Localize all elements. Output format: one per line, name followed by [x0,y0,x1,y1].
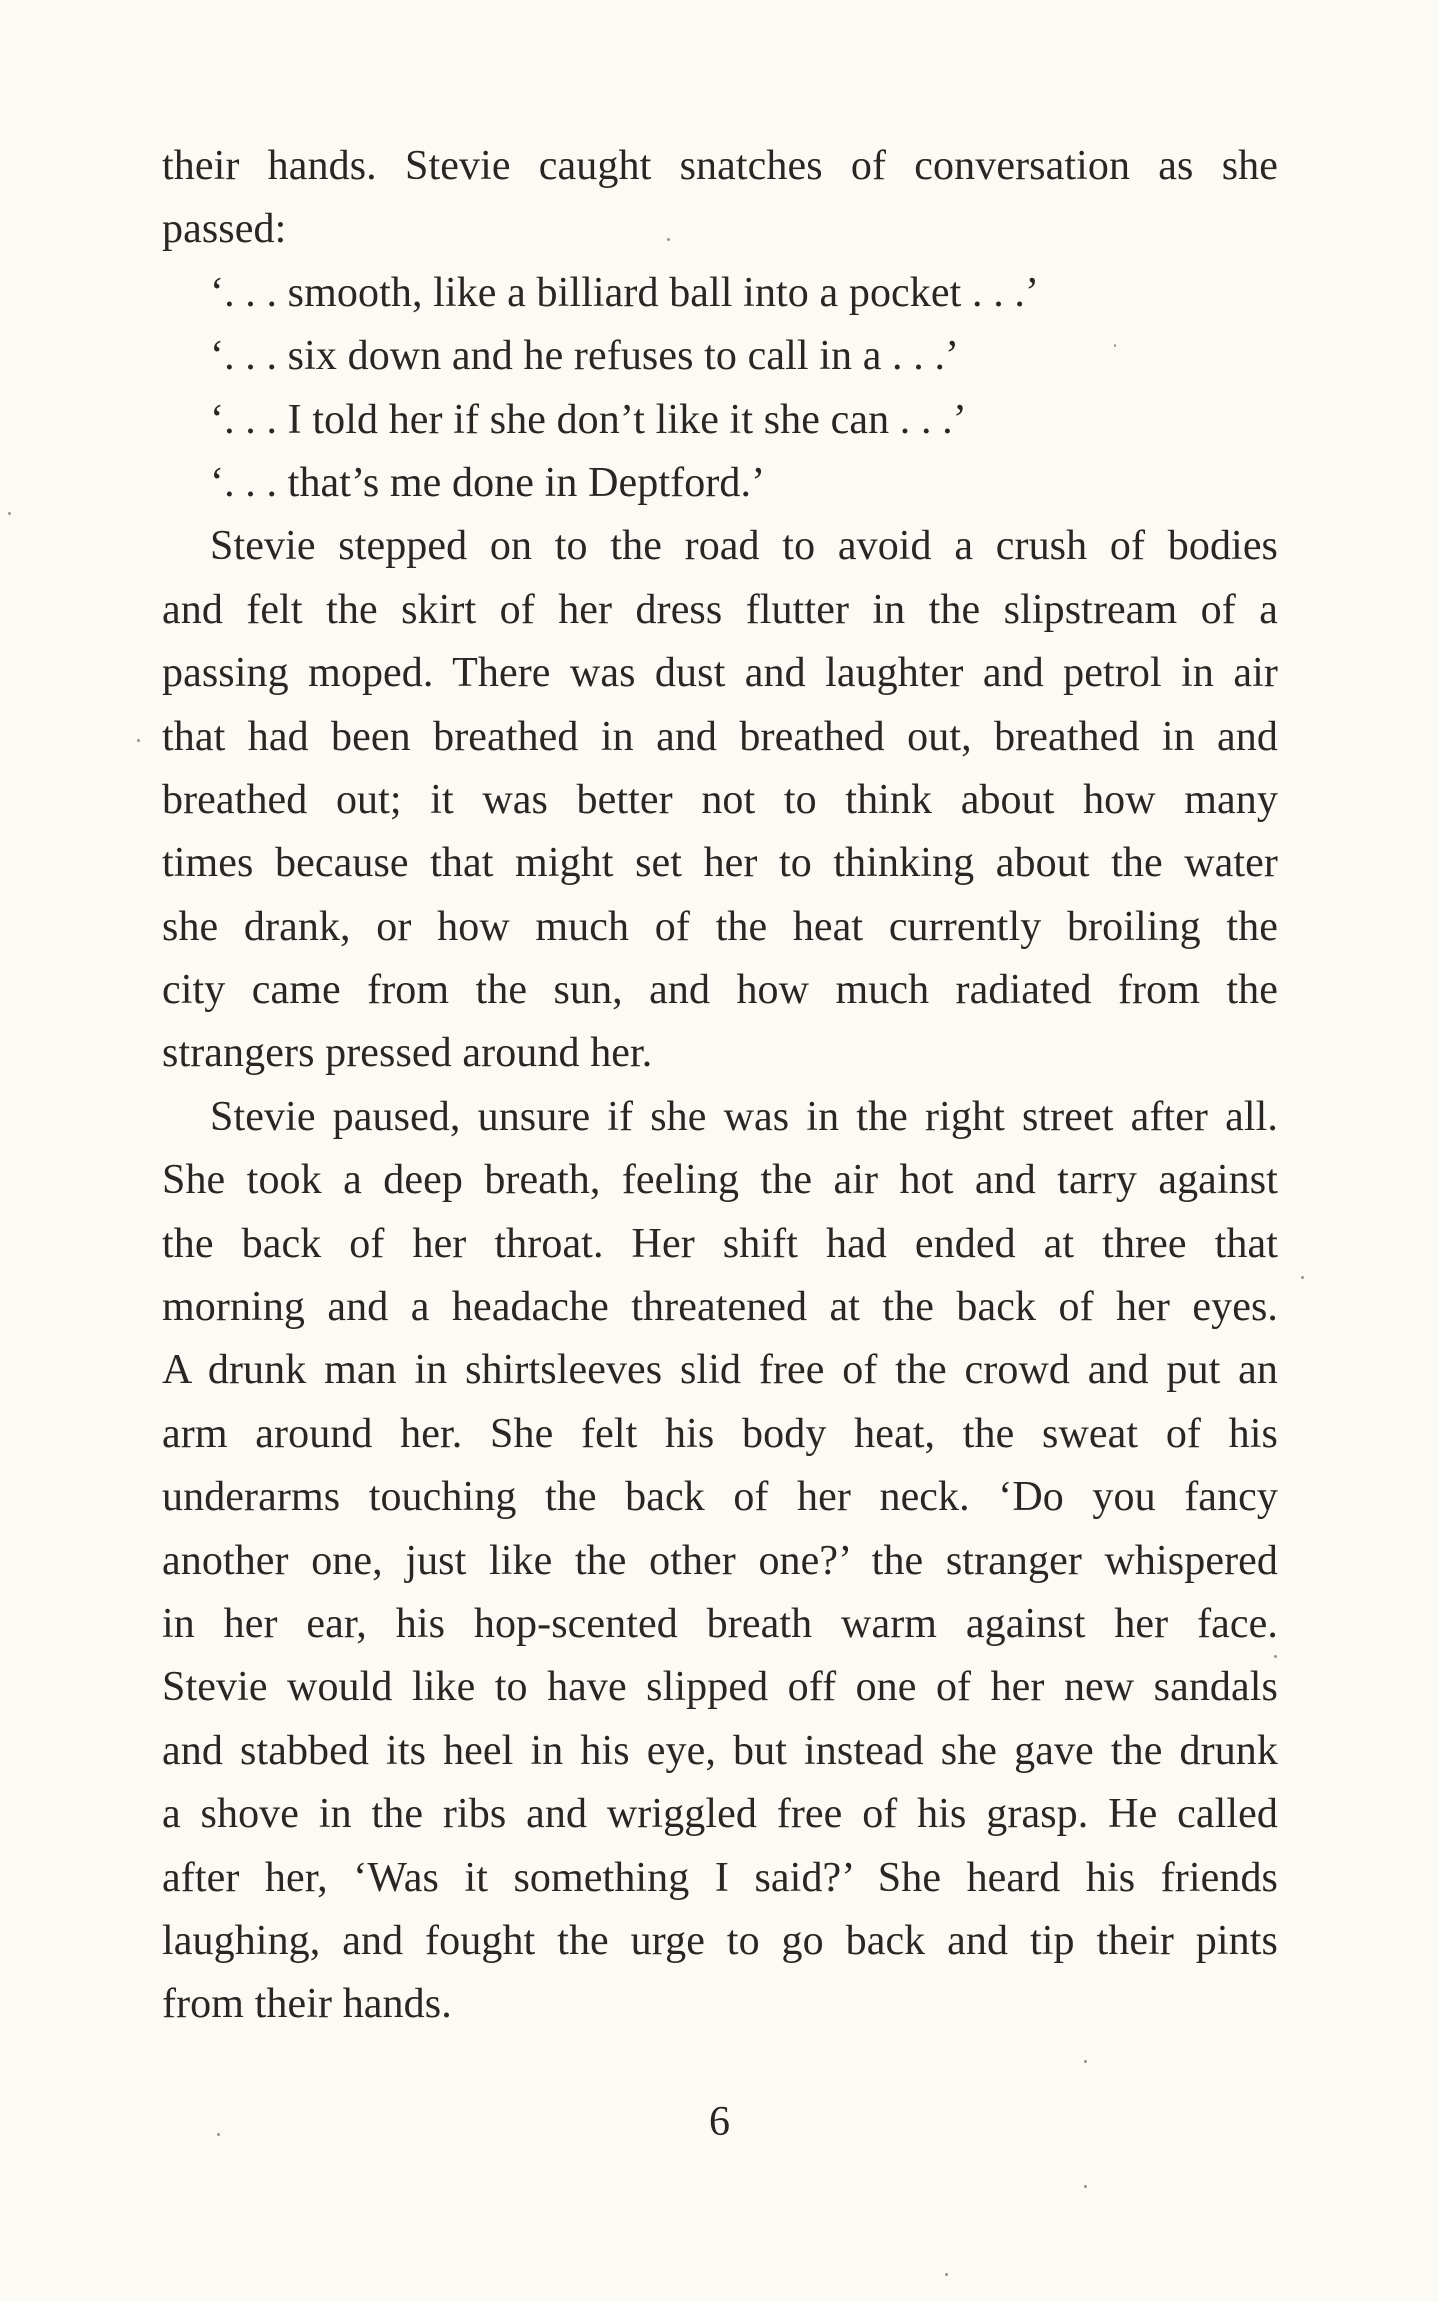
text-line: She took a deep breath, feeling the air hot and tarry against [162,1157,1278,1204]
scan-speck [1084,2060,1087,2063]
scan-speck [1274,1655,1277,1658]
text-line: the back of her throat. Her shift had ended at three that [162,1220,1278,1267]
dialogue-line: ‘. . . that’s me done in Deptford.’ [210,459,766,506]
scan-speck [1084,2185,1087,2188]
page-number: 6 [709,2099,730,2145]
text-line: breathed out; it was better not to think about how many [162,776,1278,823]
text-line: in her ear, his hop-scented breath warm against her face. [162,1600,1278,1647]
scan-speck [217,2133,220,2136]
text-line: their hands. Stevie caught snatches of conversation as she [162,143,1278,189]
text-line: laughing, and fought the urge to go back and tip their pints [162,1917,1278,1964]
scan-speck [137,739,140,742]
text-line: and felt the skirt of her dress flutter in the slipstream of a [162,586,1278,633]
text-line: a shove in the ribs and wriggled free of his grasp. He called [162,1791,1278,1838]
text-line: morning and a headache threatened at the back of her eyes. [162,1284,1278,1331]
text-line: underarms touching the back of her neck. ‘Do you fancy [162,1474,1278,1521]
scan-speck [945,2273,948,2276]
text-line: strangers pressed around her. [162,1030,653,1077]
paragraph-first-line: Stevie paused, unsure if she was in the right street after all. [210,1093,1278,1140]
text-line: city came from the sun, and how much radiated from the [162,967,1278,1014]
text-line: that had been breathed in and breathed out, breathed in and [162,713,1278,760]
dialogue-line: ‘. . . smooth, like a billiard ball into a pocket . . .’ [210,269,1040,316]
text-line: she drank, or how much of the heat currently broiling the [162,903,1278,950]
scan-speck [1301,1276,1304,1279]
text-line: and stabbed its heel in his eye, but instead she gave the drunk [162,1727,1278,1774]
text-line: passing moped. There was dust and laughter and petrol in air [162,650,1278,697]
text-line: passed: [162,206,287,253]
dialogue-line: ‘. . . six down and he refuses to call in a . . .’ [210,333,960,380]
text-line: A drunk man in shirtsleeves slid free of the crowd and put an [162,1347,1278,1394]
scan-speck [1114,344,1116,347]
text-line: from their hands. [162,1981,452,2028]
scan-speck [8,512,11,515]
text-line: Stevie would like to have slipped off one of her new sandals [162,1664,1278,1711]
body-text [162,135,1278,2037]
text-line: arm around her. She felt his body heat, the sweat of his [162,1410,1278,1457]
paragraph-first-line: Stevie stepped on to the road to avoid a crush of bodies [210,523,1278,570]
text-line: after her, ‘Was it something I said?’ She heard his friends [162,1854,1278,1901]
text-line: another one, just like the other one?’ the stranger whispered [162,1537,1278,1584]
scan-speck [667,238,670,241]
dialogue-line: ‘. . . I told her if she don’t like it she can . . .’ [210,396,967,443]
text-line: times because that might set her to thinking about the water [162,840,1278,887]
